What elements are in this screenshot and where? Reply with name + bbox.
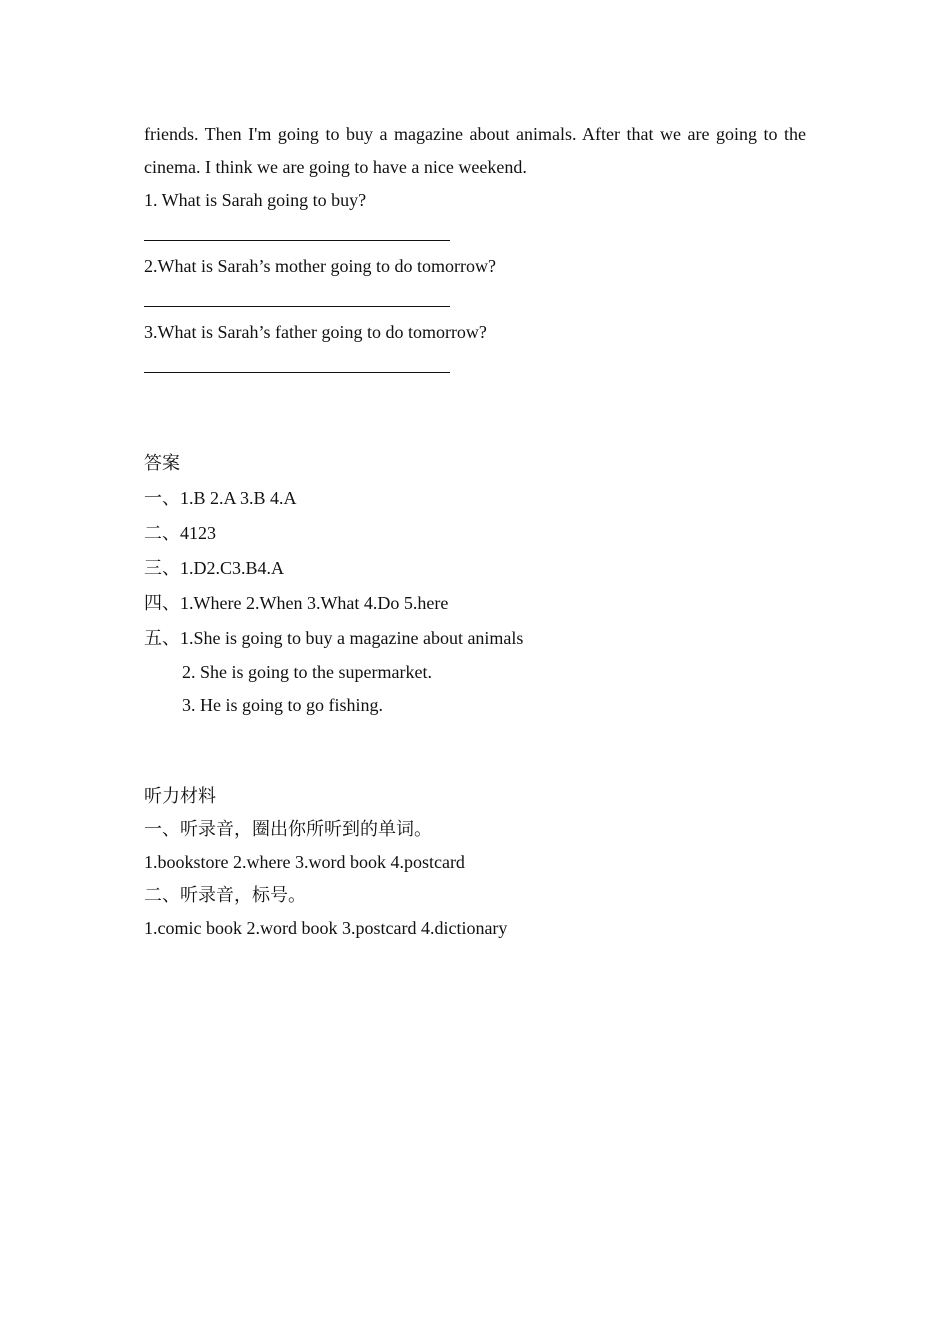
answer-item: 二、4123 <box>144 523 216 543</box>
answer-line <box>144 372 450 373</box>
question-3: 3.What is Sarah’s father going to do tomorrow? <box>144 322 487 342</box>
answer-item: 三、1.D2.C3.B4.A <box>144 558 285 578</box>
answer-item: 五、1.She is going to buy a magazine about animals <box>144 628 524 648</box>
listening-section <box>144 780 806 945</box>
question-2: 2.What is Sarah’s mother going to do tomorrow? <box>144 256 496 276</box>
answer-blank-1 <box>144 217 806 250</box>
answer-line <box>144 306 450 307</box>
listening-heading: 听力材料 <box>144 786 216 806</box>
answer-sub-item: 2. She is going to the supermarket. <box>182 662 432 682</box>
listening-line: 1.comic book 2.word book 3.postcard 4.dictionary <box>144 918 508 938</box>
listening-line: 1.bookstore 2.where 3.word book 4.postcard <box>144 852 465 872</box>
answer-blank-2 <box>144 283 806 316</box>
answers-section <box>144 446 806 722</box>
answer-sub-item: 3. He is going to go fishing. <box>182 695 383 715</box>
document-page <box>144 118 806 945</box>
listening-line: 二、听录音，标号。 <box>144 885 306 905</box>
answer-item: 一、1.B 2.A 3.B 4.A <box>144 488 297 508</box>
answer-blank-3 <box>144 349 806 382</box>
answer-item: 四、1.Where 2.When 3.What 4.Do 5.here <box>144 593 449 613</box>
listening-line: 一、听录音，圈出你所听到的单词。 <box>144 819 432 839</box>
answer-line <box>144 240 450 241</box>
question-1: 1. What is Sarah going to buy? <box>144 190 367 210</box>
reading-passage: friends. Then I'm going to buy a magazine about animals. After that we are going to the cinema. I think we are going to have a nice weekend. <box>144 124 806 177</box>
answers-heading: 答案 <box>144 453 180 473</box>
